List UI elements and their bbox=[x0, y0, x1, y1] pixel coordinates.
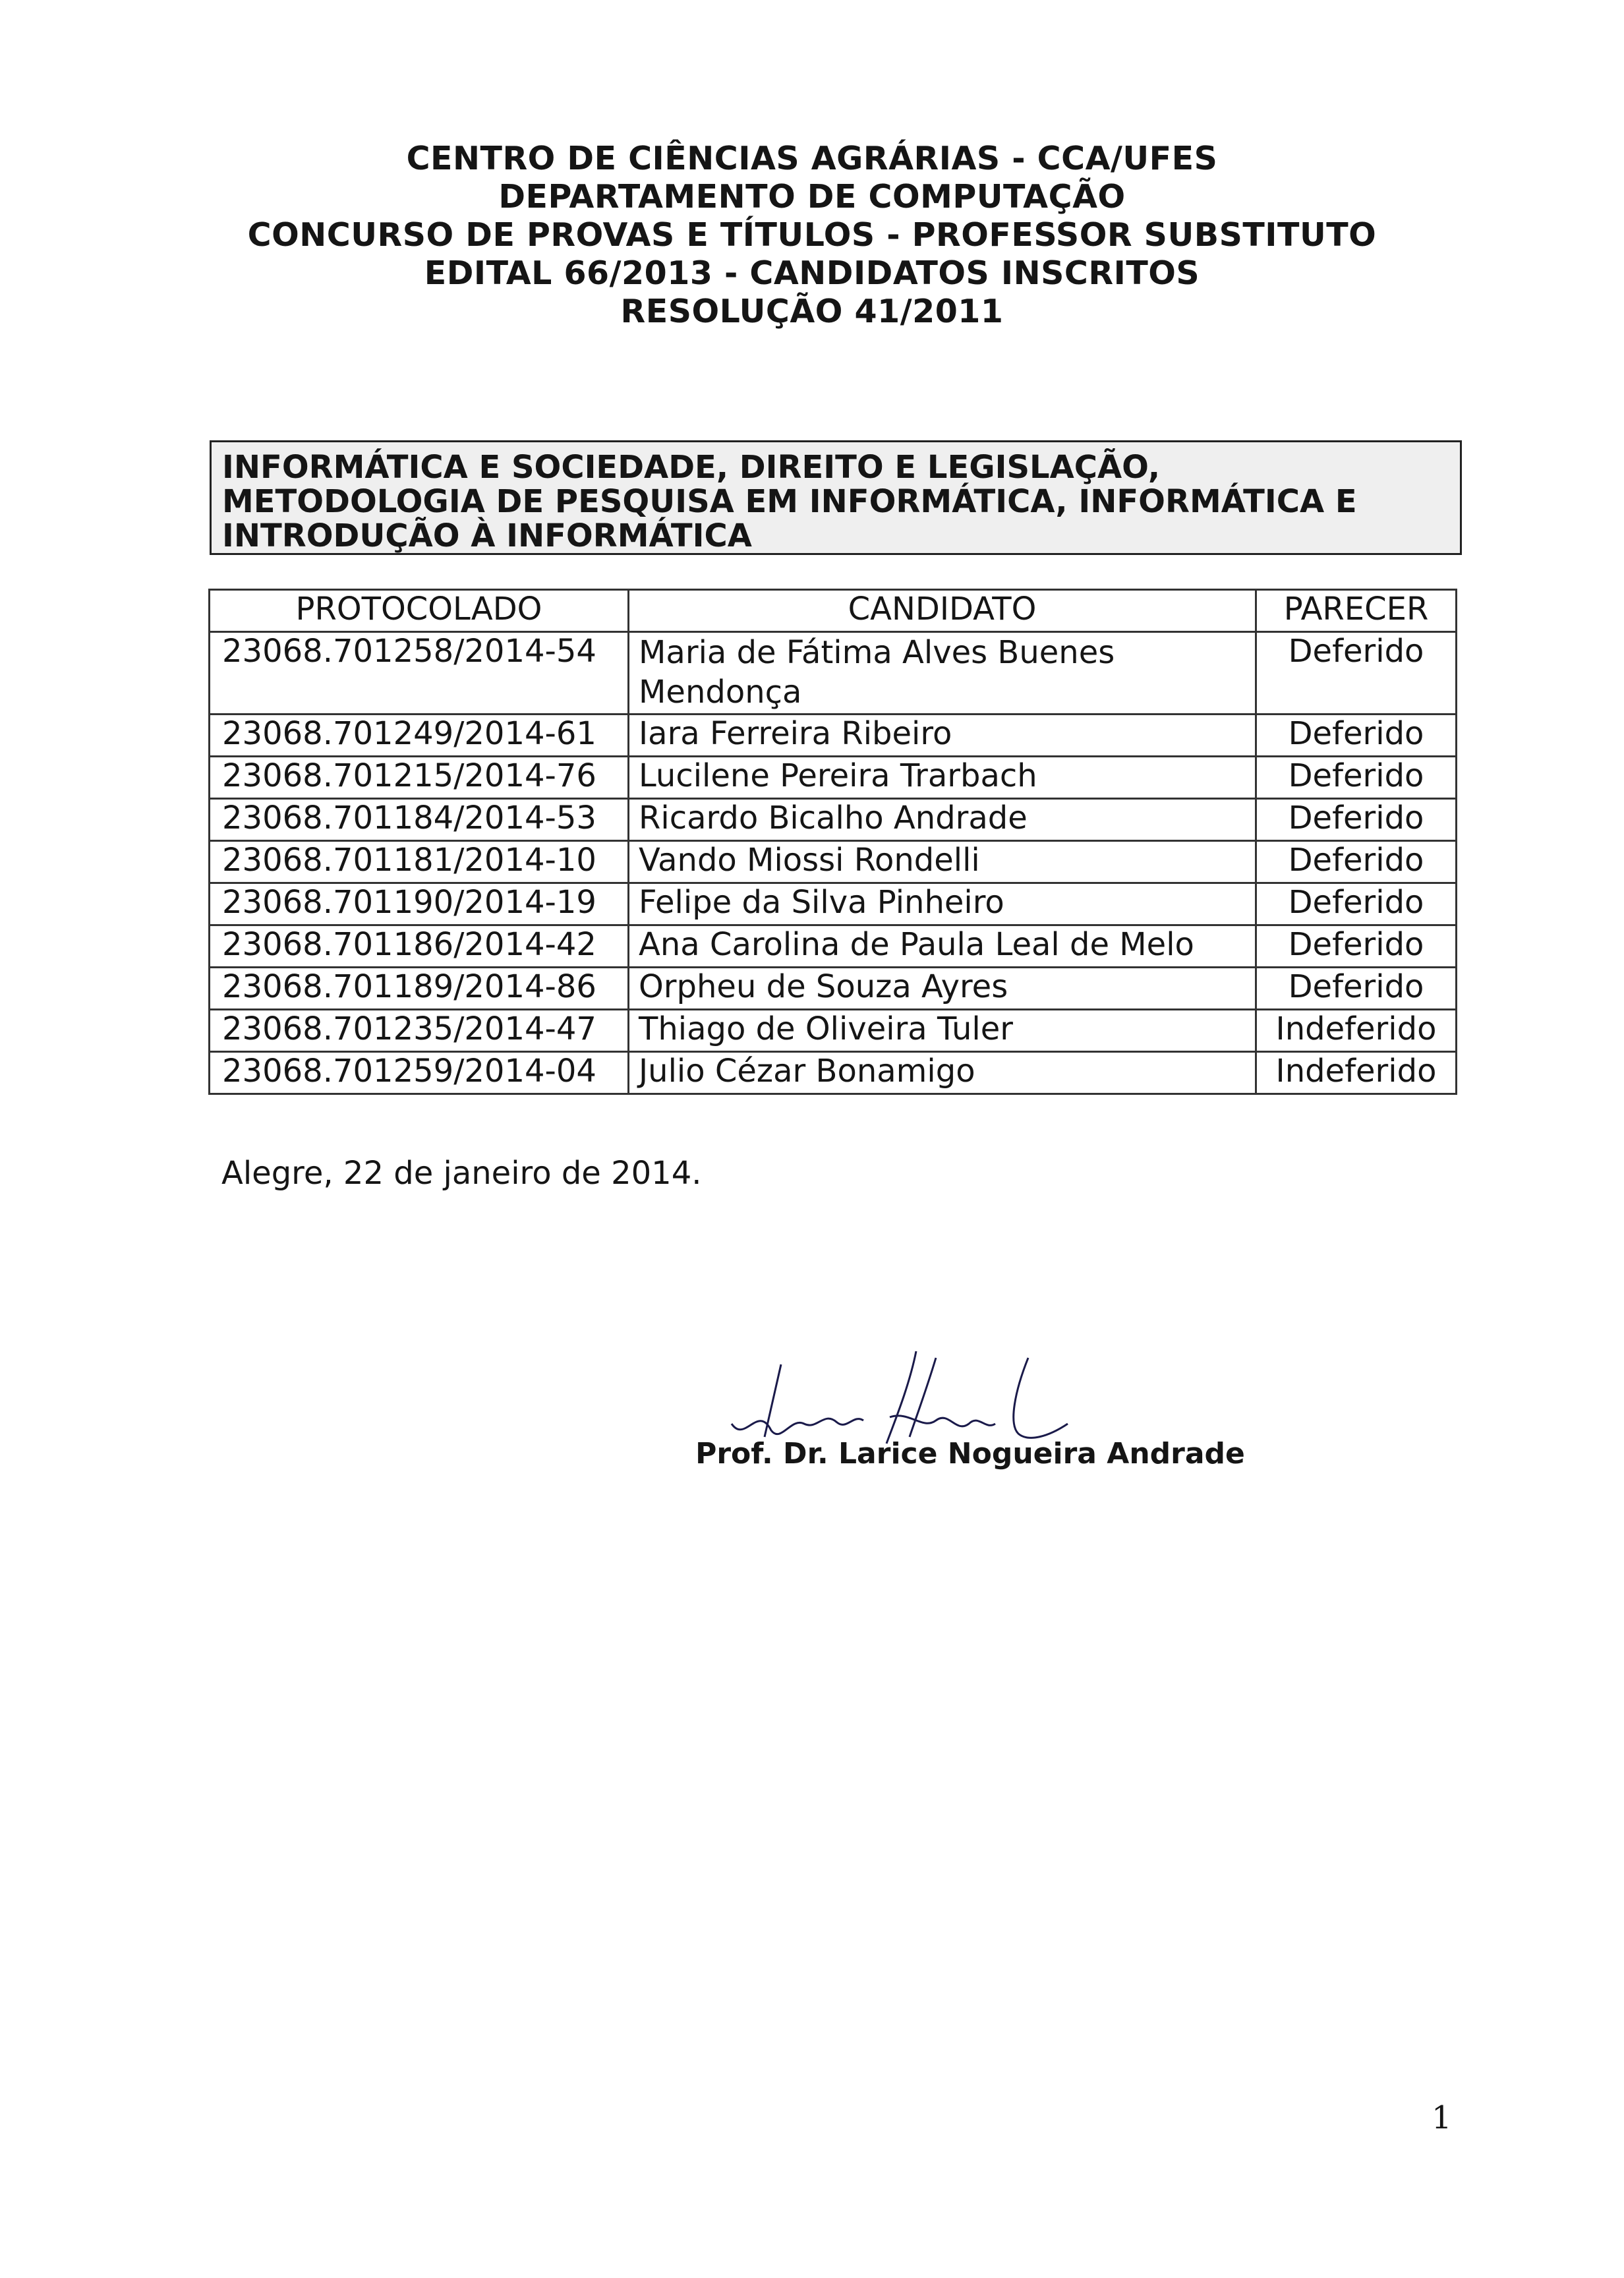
subject-line: INFORMÁTICA E SOCIEDADE, DIREITO E LEGISLAÇÃO, bbox=[222, 449, 1161, 486]
subject-line: METODOLOGIA DE PESQUISA EM INFORMÁTICA, INFORMÁTICA E bbox=[222, 483, 1357, 520]
header-line-department: DEPARTAMENTO DE COMPUTAÇÃO bbox=[498, 178, 1126, 216]
parecer-cell: Indeferido bbox=[1256, 1010, 1457, 1052]
candidato-cell: Thiago de Oliveira Tuler bbox=[629, 1010, 1256, 1052]
table-row bbox=[210, 925, 1457, 968]
candidato-cell: Orpheu de Souza Ayres bbox=[629, 968, 1256, 1010]
column-header-parecer: PARECER bbox=[1256, 590, 1457, 632]
protocolado-cell: 23068.701258/2014-54 bbox=[210, 632, 629, 715]
protocolado-cell: 23068.701184/2014-53 bbox=[210, 799, 629, 841]
header-line-institution: CENTRO DE CIÊNCIAS AGRÁRIAS - CCA/UFES bbox=[406, 140, 1218, 177]
parecer-cell: Deferido bbox=[1256, 715, 1457, 757]
protocolado-cell: 23068.701215/2014-76 bbox=[210, 757, 629, 799]
table-row bbox=[210, 757, 1457, 799]
protocolado-cell: 23068.701235/2014-47 bbox=[210, 1010, 629, 1052]
candidato-cell: Felipe da Silva Pinheiro bbox=[629, 883, 1256, 925]
signatory-name bbox=[0, 1437, 1624, 1471]
place-date: Alegre, 22 de janeiro de 2014. bbox=[221, 1155, 702, 1192]
candidato-cell: Maria de Fátima Alves Buenes Mendonça bbox=[629, 632, 1256, 715]
document-header bbox=[0, 140, 1624, 331]
parecer-cell: Indeferido bbox=[1256, 1052, 1457, 1094]
candidato-cell: Ricardo Bicalho Andrade bbox=[629, 799, 1256, 841]
handwritten-signature bbox=[718, 1345, 1088, 1450]
protocolado-cell: 23068.701249/2014-61 bbox=[210, 715, 629, 757]
header-line-edital: EDITAL 66/2013 - CANDIDATOS INSCRITOS bbox=[424, 254, 1200, 292]
candidates-table bbox=[208, 589, 1457, 1095]
table-row bbox=[210, 799, 1457, 841]
column-header-protocolado: PROTOCOLADO bbox=[210, 590, 629, 632]
table-row bbox=[210, 841, 1457, 883]
header-line-contest: CONCURSO DE PROVAS E TÍTULOS - PROFESSOR SUBSTITUTO bbox=[247, 216, 1377, 254]
table-row bbox=[210, 1010, 1457, 1052]
table-row bbox=[210, 632, 1457, 715]
candidato-cell: Iara Ferreira Ribeiro bbox=[629, 715, 1256, 757]
signatory-text: Prof. Dr. Larice Nogueira Andrade bbox=[695, 1437, 1245, 1471]
parecer-cell: Deferido bbox=[1256, 841, 1457, 883]
protocolado-cell: 23068.701189/2014-86 bbox=[210, 968, 629, 1010]
protocolado-cell: 23068.701186/2014-42 bbox=[210, 925, 629, 968]
parecer-cell: Deferido bbox=[1256, 968, 1457, 1010]
candidato-cell: Ana Carolina de Paula Leal de Melo bbox=[629, 925, 1256, 968]
protocolado-cell: 23068.701181/2014-10 bbox=[210, 841, 629, 883]
column-header-candidato: CANDIDATO bbox=[629, 590, 1256, 632]
parecer-cell: Deferido bbox=[1256, 925, 1457, 968]
candidato-cell: Lucilene Pereira Trarbach bbox=[629, 757, 1256, 799]
subject-box bbox=[210, 440, 1462, 555]
page-number: 1 bbox=[1432, 2099, 1452, 2136]
table-row bbox=[210, 1052, 1457, 1094]
parecer-cell: Deferido bbox=[1256, 632, 1457, 715]
candidato-cell: Julio Cézar Bonamigo bbox=[629, 1052, 1256, 1094]
parecer-cell: Deferido bbox=[1256, 757, 1457, 799]
table-header-row bbox=[210, 590, 1457, 632]
candidato-cell: Vando Miossi Rondelli bbox=[629, 841, 1256, 883]
table-row bbox=[210, 883, 1457, 925]
header-line-resolution: RESOLUÇÃO 41/2011 bbox=[620, 293, 1004, 330]
table-row bbox=[210, 968, 1457, 1010]
subject-line: INTRODUÇÃO À INFORMÁTICA bbox=[222, 517, 752, 554]
protocolado-cell: 23068.701190/2014-19 bbox=[210, 883, 629, 925]
protocolado-cell: 23068.701259/2014-04 bbox=[210, 1052, 629, 1094]
table-row bbox=[210, 715, 1457, 757]
parecer-cell: Deferido bbox=[1256, 799, 1457, 841]
parecer-cell: Deferido bbox=[1256, 883, 1457, 925]
